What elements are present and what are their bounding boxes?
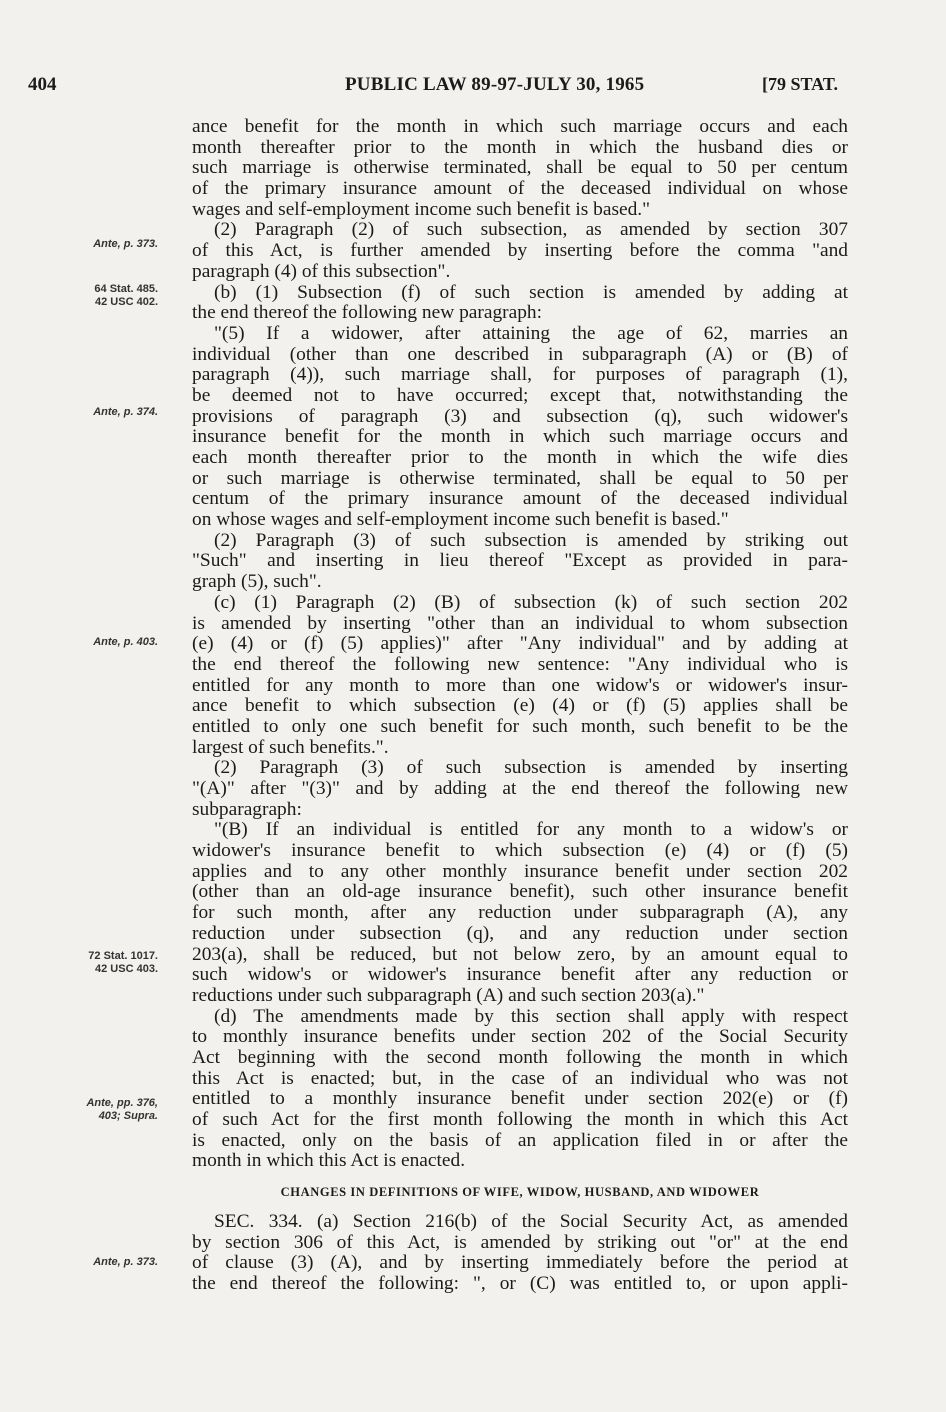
running-head: PUBLIC LAW 89-97-JULY 30, 1965 [345, 74, 645, 95]
text-line: provisions of paragraph (3) and subsection (q), such widower's [192, 405, 848, 427]
text-line: such marriage is otherwise terminated, shall be equal to 50 per centum [192, 157, 848, 179]
text-line: this Act is enacted; but, in the case of an individual who was not [192, 1067, 848, 1089]
text-line: centum of the primary insurance amount of the deceased individual [192, 488, 848, 510]
text-line: applies and to any other monthly insurance benefit under section 202 [192, 860, 848, 882]
text-line: 203(a), shall be reduced, but not below zero, by an amount equal to [192, 943, 848, 965]
text-line: "(B) If an individual is entitled for any month to a widow's or [214, 819, 848, 841]
text-line: "(5) If a widower, after attaining the age of 62, marries an [214, 322, 848, 344]
volume-reference: [79 STAT. [762, 74, 839, 94]
text-line: the end thereof the following new paragraph: [192, 302, 542, 324]
text-line: is amended by inserting "other than an individual to whom subsection [192, 612, 848, 634]
text-line: largest of such benefits.". [192, 736, 389, 758]
text-line: "(A)" after "(3)" and by adding at the end thereof the following new [192, 778, 848, 799]
margin-note: Ante, p. 373. [93, 238, 158, 250]
text-line: entitled for any month to more than one widow's or widower's insur- [192, 674, 848, 696]
text-line: (e) (4) or (f) (5) applies)" after "Any individual" and by adding at [192, 633, 848, 655]
margin-note: 72 Stat. 1017. 42 USC 403. [88, 950, 158, 975]
margin-note: Ante, p. 373. [93, 1256, 158, 1268]
text-line: wages and self-employment income such benefit is based." [192, 198, 651, 220]
text-line: (other than an old-age insurance benefit), such other insurance benefit [192, 881, 848, 903]
text-line: each month thereafter prior to the month in which the wife dies [192, 447, 848, 468]
margin-note: Ante, pp. 376, 403; Supra. [86, 1097, 158, 1122]
text-line: by section 306 of this Act, is amended by striking out "or" at the end [192, 1231, 848, 1253]
text-line: the end thereof the following: ", or (C) was entitled to, or upon appli- [192, 1273, 848, 1295]
margin-note: Ante, p. 374. [93, 406, 158, 418]
text-line: ance benefit for the month in which such marriage occurs and each [192, 116, 848, 137]
text-line: is enacted, only on the basis of an application filed in or after the [192, 1129, 848, 1151]
text-line: (2) Paragraph (3) of such subsection is amended by inserting [214, 757, 848, 779]
text-line: the end thereof the following new sentence: "Any individual who is [192, 653, 848, 675]
text-line: Act beginning with the second month following the month in which [192, 1046, 848, 1068]
text-line: reduction under subsection (q), and any reduction under section [192, 922, 848, 944]
text-line: month in which this Act is enacted. [192, 1150, 466, 1172]
text-line: (b) (1) Subsection (f) of such section is amended by adding at [214, 281, 848, 303]
text-line: on whose wages and self-employment income such benefit is based." [192, 509, 729, 531]
text-line: (d) The amendments made by this section shall apply with respect [214, 1005, 848, 1027]
margin-note: Ante, p. 403. [93, 636, 158, 648]
text-line: of such Act for the first month following the month in which this Act [192, 1109, 848, 1130]
text-line: entitled to only one such benefit for such month, such benefit to be the [192, 715, 848, 737]
text-line: ance benefit to which subsection (e) (4) or (f) (5) applies shall be [192, 695, 848, 717]
body-text [192, 117, 848, 1295]
text-line: (c) (1) Paragraph (2) (B) of subsection (k) of such section 202 [214, 591, 848, 613]
text-line: for such month, after any reduction under subparagraph (A), any [192, 902, 848, 924]
text-line: entitled to a monthly insurance benefit under section 202(e) or (f) [192, 1088, 848, 1110]
text-line: widower's insurance benefit to which subsection (e) (4) or (f) (5) [192, 840, 848, 862]
text-line: or such marriage is otherwise terminated, shall be equal to 50 per [192, 467, 848, 489]
text-line: "Such" and inserting in lieu thereof "Except as provided in para- [192, 550, 848, 572]
text-line: of the primary insurance amount of the deceased individual on whose [192, 178, 848, 200]
text-line: of this Act, is further amended by inserting before the comma "and [192, 240, 848, 262]
text-line: insurance benefit for the month in which such marriage occurs and [192, 426, 848, 448]
text-line: of clause (3) (A), and by inserting immediately before the period at [192, 1252, 848, 1274]
text-line: (2) Paragraph (3) of such subsection is amended by striking out [214, 529, 848, 551]
text-line: SEC. 334. (a) Section 216(b) of the Social Security Act, as amended [214, 1211, 848, 1233]
section-heading: CHANGES IN DEFINITIONS OF WIFE, WIDOW, HUSBAND, AND WIDOWER [280, 1185, 760, 1200]
text-line: subparagraph: [192, 798, 302, 820]
text-line: reductions under such subparagraph (A) and such section 203(a)." [192, 984, 705, 1006]
margin-note: 64 Stat. 485. 42 USC 402. [94, 283, 158, 308]
text-line: be deemed not to have occurred; except that, notwithstanding the [192, 384, 848, 406]
text-line: to monthly insurance benefits under section 202 of the Social Security [192, 1026, 848, 1048]
text-line: paragraph (4) of this subsection". [192, 260, 451, 282]
text-line: individual (other than one described in subparagraph (A) or (B) of [192, 343, 848, 365]
text-line: month thereafter prior to the month in which the husband dies or [192, 136, 848, 158]
text-line: such widow's or widower's insurance benefit after any reduction or [192, 964, 848, 986]
text-line: graph (5), such". [192, 571, 322, 593]
text-line: (2) Paragraph (2) of such subsection, as amended by section 307 [214, 219, 848, 241]
text-line: paragraph (4)), such marriage shall, for purposes of paragraph (1), [192, 364, 848, 386]
page-number: 404 [28, 74, 57, 95]
